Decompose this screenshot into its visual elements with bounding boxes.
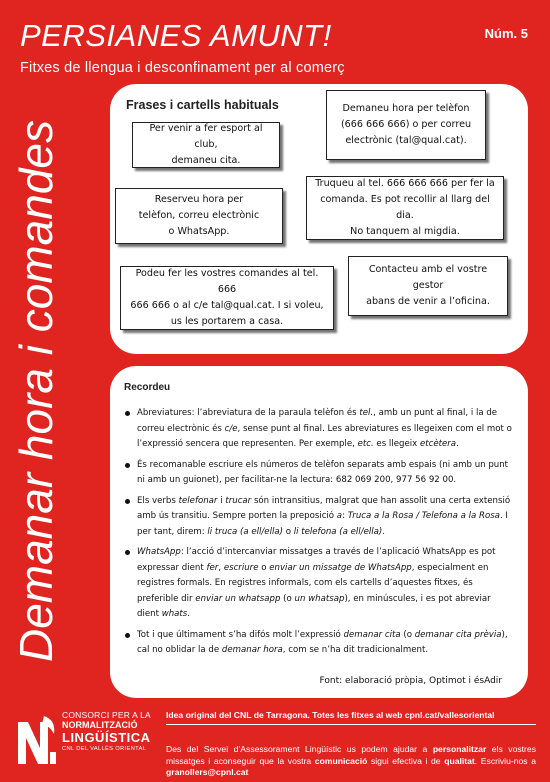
- recordeu-text: .: [187, 609, 191, 619]
- recordeu-text: , especialment en registres formals. En registres informals, com els cartells d’aquestes fitxes, és preferible dir: [137, 562, 489, 604]
- footer-text: [166, 744, 536, 779]
- recordeu-text: enviar un missatge de WhatsApp: [269, 562, 412, 573]
- recordeu-text: Truca a la Rosa / Telefona a la Rosa: [347, 511, 500, 521]
- card-line: (666 666 666) o per correu: [340, 119, 472, 130]
- recordeu-text: tel.: [359, 408, 374, 418]
- issue-number: Núm. 5: [484, 26, 528, 41]
- footer-text-part: qualitat: [444, 755, 475, 766]
- recordeu-text: (o: [400, 629, 415, 640]
- card-line: Reserveu hora per: [154, 194, 244, 205]
- recordeu-heading: Recordeu: [124, 382, 171, 393]
- recordeu-text: ), cal no oblidar la de: [137, 629, 508, 655]
- source-note: Font: elaboració pròpia, Optimot i ésAdir: [319, 676, 502, 686]
- cpnl-logo-icon: [14, 712, 58, 768]
- recordeu-text: a: [336, 511, 343, 521]
- phrases-panel: [110, 84, 528, 354]
- recordeu-text: o: [282, 526, 294, 537]
- recordeu-text: es llegeix: [373, 439, 420, 449]
- card-line: comanda. Es pot recollir al llarg del dia.: [320, 194, 490, 221]
- footer-text-part: sigui efectiva i de: [367, 755, 445, 766]
- card-line: Demaneu hora per telèfon: [342, 103, 470, 114]
- recordeu-text: ), en minúscules, i es pot abreviar dient: [137, 593, 491, 619]
- cpnl-logo: [14, 710, 154, 774]
- recordeu-text: És recomanable escriure els números de telèfon separats amb espais (ni amb un punt ni amb un guionet), per facilitar-ne la lectura: 682 069 200, 977 56 92 00.: [137, 459, 509, 485]
- website-link[interactable]: cpnl.cat/vallesoriental: [404, 710, 495, 720]
- recordeu-text: etcètera: [419, 439, 457, 449]
- logo-line: NORMALITZACIÓ: [62, 720, 138, 730]
- recordeu-item: [124, 458, 512, 489]
- recordeu-item: [124, 545, 512, 623]
- page-title: PERSIANES AMUNT!: [20, 18, 332, 53]
- recordeu-text: :: [342, 511, 348, 521]
- recordeu-text: demanar cita prèvia: [414, 629, 502, 640]
- card-line: Per venir a fer esport al club,: [149, 123, 263, 150]
- recordeu-text: whats: [161, 609, 188, 619]
- card-line: No tanquem al migdia.: [350, 226, 460, 237]
- recordeu-text: enviar un whatsapp: [195, 593, 281, 604]
- footer-text-part: Des del Servei d’Assessorament Lingüístic us podem ajudar a: [166, 744, 433, 754]
- recordeu-text: demanar cita: [343, 629, 401, 640]
- footer: [0, 700, 550, 782]
- recordeu-text: : l’acció d’intercanviar missatges a través de l’aplicació WhatsApp es pot expressar dient: [137, 547, 496, 573]
- footer-text-part: els vostres missatges i aconseguir que la vostra: [166, 744, 536, 766]
- recordeu-text: (o: [280, 593, 295, 604]
- recordeu-text: fer: [206, 562, 219, 573]
- recordeu-text: trucar: [225, 495, 252, 506]
- phrase-card: [132, 122, 280, 168]
- card-line: 666 666 o al c/e tal@qual.cat. I si voleu,: [130, 300, 324, 311]
- card-line: Contacteu amb el vostre gestor: [368, 264, 488, 291]
- page-subtitle: Fitxes de llengua i desconfinament per al comerç: [20, 60, 345, 76]
- card-line: o WhatsApp.: [168, 226, 230, 237]
- phrase-card: [120, 266, 334, 330]
- recordeu-panel: [110, 366, 528, 698]
- phrases-heading: Frases i cartells habituals: [126, 98, 279, 112]
- card-line: electrònic (tal@qual.cat).: [345, 135, 467, 146]
- logo-line: CNL DEL VALLÈS ORIENTAL: [62, 746, 147, 752]
- recordeu-text: Abreviatures: l’abreviatura de la paraula telèfon és: [137, 408, 360, 418]
- card-line: demaneu cita.: [171, 155, 241, 166]
- vertical-title: Demanar hora i comandes: [10, 119, 62, 663]
- footer-note: [166, 710, 536, 720]
- recordeu-item: [124, 494, 512, 541]
- recordeu-text: .: [382, 526, 386, 537]
- recordeu-text: , com se n’ha dit tradicionalment.: [282, 645, 429, 655]
- footer-divider: [166, 724, 536, 725]
- recordeu-text: Tot i que últimament s’ha difós molt l’expressió: [137, 629, 344, 640]
- recordeu-text: ,: [218, 562, 224, 573]
- email-link[interactable]: granollers@cpnl.cat: [166, 767, 249, 777]
- phrase-card: [306, 176, 504, 240]
- recordeu-text: escriure: [223, 562, 259, 573]
- recordeu-text: c/e: [224, 423, 238, 434]
- card-line: Truqueu al tel. 666 666 666 per fer la: [315, 178, 495, 189]
- recordeu-text: demanar hora: [221, 645, 283, 655]
- recordeu-text: .: [456, 439, 459, 449]
- card-line: telèfon, correu electrònic: [138, 210, 260, 221]
- recordeu-list: [124, 406, 512, 664]
- footer-text-part: comunicació: [314, 755, 368, 766]
- recordeu-text: , sense punt al final. Les abreviatures es llegeixen com el mot o l’expressió sencera que representen. Per exemple,: [137, 423, 512, 449]
- card-line: abans de venir a l’oficina.: [366, 296, 490, 307]
- logo-text: [62, 710, 151, 754]
- recordeu-item: [124, 628, 512, 659]
- logo-line: LINGÜÍSTICA: [62, 730, 151, 745]
- footer-text-part: personalitzar: [432, 744, 487, 754]
- recordeu-text: Els verbs: [137, 495, 179, 506]
- recordeu-text: o: [258, 562, 270, 573]
- recordeu-text: etc.: [357, 439, 374, 449]
- recordeu-text: , amb un punt al final, i la de correu electrònic és: [137, 408, 498, 434]
- recordeu-text: telefonar: [178, 495, 218, 506]
- recordeu-text: un whatsap: [294, 593, 345, 604]
- card-line: Podeu fer les vostres comandes al tel. 666: [135, 268, 319, 295]
- recordeu-text: són intransitius, malgrat que han assolit una certa extensió amb ús transitiu. Sempre porten la preposició: [137, 495, 511, 521]
- recordeu-text: WhatsApp: [137, 547, 181, 557]
- recordeu-text: li truca (a ell/ella): [207, 526, 283, 537]
- vertical-title-wrap: [10, 86, 62, 696]
- recordeu-text: . I per tant, direm:: [137, 511, 508, 537]
- footer-text-part: . Escriviu-nos a: [474, 755, 536, 766]
- recordeu-text: li telefona (a ell/ella): [293, 526, 383, 537]
- card-line: us les portarem a casa.: [170, 316, 284, 327]
- recordeu-item: [124, 406, 512, 453]
- footer-note-text: Idea original del CNL de Tarragona. Totes les fitxes al web: [166, 710, 405, 720]
- recordeu-text: i: [217, 495, 226, 506]
- phrase-card: [348, 256, 508, 316]
- phrase-card: [115, 188, 283, 244]
- logo-line: CONSORCI PER A LA: [62, 710, 151, 720]
- phrase-card: [326, 90, 486, 160]
